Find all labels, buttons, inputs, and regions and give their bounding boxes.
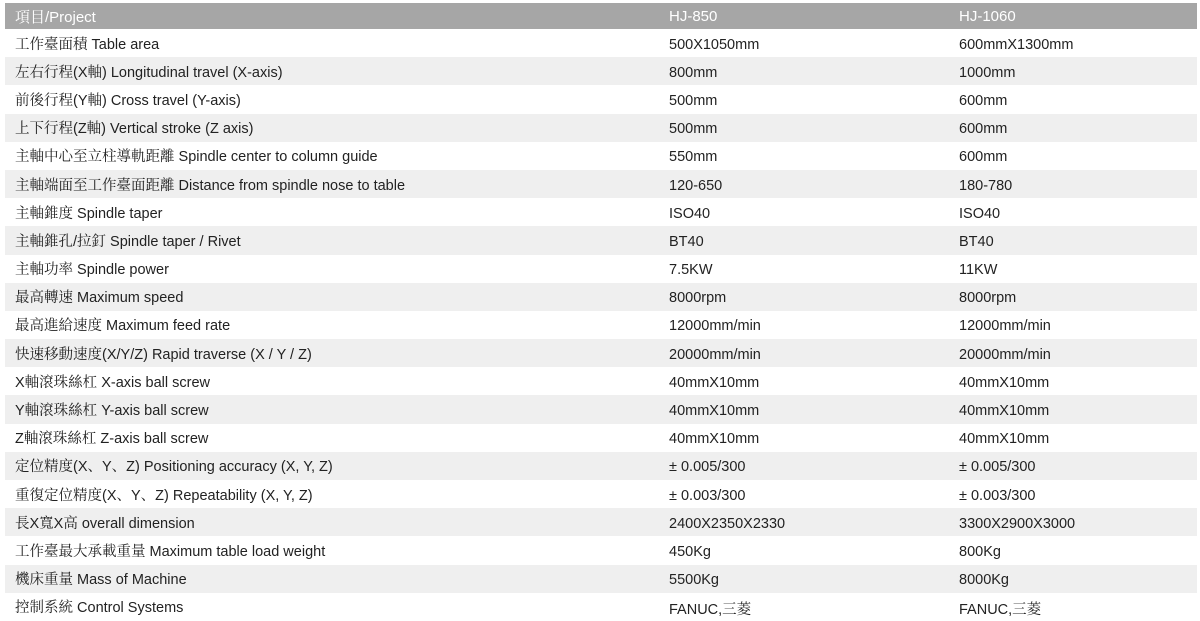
row-value-model-b: 8000Kg: [959, 572, 1009, 589]
row-label: X軸滾珠絲杠 X-axis ball screw: [15, 374, 210, 391]
row-value-model-a: FANUC,三菱: [669, 601, 752, 618]
header-project: 項目/Project: [15, 8, 96, 26]
row-value-model-a: 120-650: [669, 177, 723, 194]
row-value-model-a: 2400X2350X2330: [669, 515, 786, 532]
row-label: 定位精度(X、Y、Z) Positioning accuracy (X, Y, Z): [15, 459, 333, 476]
row-label: 最高進給速度 Maximum feed rate: [15, 318, 231, 335]
table-row: [5, 565, 1197, 593]
row-value-model-a: BT40: [669, 233, 704, 250]
row-value-model-b: FANUC,三菱: [959, 601, 1042, 618]
table-row: [5, 198, 1197, 226]
row-label: 主軸錐孔/拉釘 Spindle taper / Rivet: [15, 233, 241, 250]
row-label: 最高轉速 Maximum speed: [15, 290, 184, 307]
row-value-model-b: 3300X2900X3000: [959, 515, 1076, 532]
row-value-model-a: ISO40: [669, 205, 711, 222]
row-label: 重復定位精度(X、Y、Z) Repeatability (X, Y, Z): [15, 487, 313, 504]
row-label: 上下行程(Z軸) Vertical stroke (Z axis): [15, 121, 254, 138]
row-value-model-b: 8000rpm: [959, 290, 1017, 307]
table-row: [5, 452, 1197, 480]
table-body: [5, 29, 1197, 621]
table-row: [5, 593, 1197, 621]
row-value-model-a: 40mmX10mm: [669, 403, 760, 420]
row-label: 左右行程(X軸) Longitudinal travel (X-axis): [15, 64, 283, 81]
row-value-model-b: 40mmX10mm: [959, 431, 1050, 448]
row-label: 主軸錐度 Spindle taper: [15, 205, 163, 222]
row-value-model-a: 7.5KW: [669, 262, 713, 279]
row-value-model-b: 800Kg: [959, 543, 1001, 560]
row-label: Z軸滾珠絲杠 Z-axis ball screw: [15, 431, 209, 448]
table-row: [5, 85, 1197, 113]
row-label: 控制系統 Control Systems: [15, 600, 184, 617]
row-value-model-b: 600mm: [959, 149, 1008, 166]
row-label: 工作臺最大承載重量 Maximum table load weight: [15, 543, 326, 560]
table-row: [5, 367, 1197, 395]
table-row: [5, 536, 1197, 564]
row-label: 快速移動速度(X/Y/Z) Rapid traverse (X / Y / Z): [15, 346, 312, 363]
table-row: [5, 57, 1197, 85]
row-value-model-b: 180-780: [959, 177, 1013, 194]
row-value-model-a: 8000rpm: [669, 290, 727, 307]
row-label: Y軸滾珠絲杠 Y-axis ball screw: [15, 403, 209, 420]
row-label: 機床重量 Mass of Machine: [15, 572, 187, 589]
table-row: [5, 311, 1197, 339]
table-row: [5, 255, 1197, 283]
row-label: 主軸端面至工作臺面距離 Distance from spindle nose to table: [15, 177, 406, 194]
table-row: [5, 395, 1197, 423]
row-label: 主軸中心至立柱導軌距離 Spindle center to column guide: [15, 149, 378, 166]
row-value-model-b: 600mmX1300mm: [959, 36, 1074, 53]
spec-table: [5, 3, 1197, 621]
table-row: [5, 283, 1197, 311]
row-value-model-a: 500mm: [669, 121, 718, 138]
row-value-model-a: 500X1050mm: [669, 36, 760, 53]
row-value-model-a: ± 0.005/300: [669, 459, 746, 476]
row-value-model-a: 550mm: [669, 149, 718, 166]
row-value-model-a: 20000mm/min: [669, 346, 761, 363]
table-row: [5, 142, 1197, 170]
row-value-model-b: BT40: [959, 233, 994, 250]
row-label: 前後行程(Y軸) Cross travel (Y-axis): [15, 92, 241, 109]
table-row: [5, 424, 1197, 452]
row-value-model-b: 12000mm/min: [959, 318, 1051, 335]
row-value-model-b: ± 0.005/300: [959, 459, 1036, 476]
row-value-model-b: 600mm: [959, 121, 1008, 138]
row-value-model-a: 450Kg: [669, 543, 711, 560]
row-value-model-a: 5500Kg: [669, 572, 719, 589]
table-row: [5, 226, 1197, 254]
row-value-model-b: 11KW: [959, 262, 998, 279]
row-value-model-b: ± 0.003/300: [959, 487, 1036, 504]
row-value-model-a: 12000mm/min: [669, 318, 761, 335]
table-row: [5, 339, 1197, 367]
table-row: [5, 508, 1197, 536]
row-value-model-a: 500mm: [669, 92, 718, 109]
table-row: [5, 114, 1197, 142]
row-value-model-b: ISO40: [959, 205, 1001, 222]
row-value-model-a: ± 0.003/300: [669, 487, 746, 504]
table-row: [5, 480, 1197, 508]
header-model-b: HJ-1060: [959, 7, 1016, 25]
row-value-model-b: 40mmX10mm: [959, 374, 1050, 391]
table-row: [5, 170, 1197, 198]
row-label: 主軸功率 Spindle power: [15, 262, 169, 279]
row-value-model-a: 40mmX10mm: [669, 374, 760, 391]
row-value-model-a: 40mmX10mm: [669, 431, 760, 448]
row-value-model-b: 20000mm/min: [959, 346, 1051, 363]
row-value-model-a: 800mm: [669, 64, 718, 81]
row-value-model-b: 1000mm: [959, 64, 1016, 81]
row-label: 工作臺面積 Table area: [15, 36, 160, 53]
row-value-model-b: 600mm: [959, 92, 1008, 109]
row-label: 長X寬X高 overall dimension: [15, 515, 195, 532]
row-value-model-b: 40mmX10mm: [959, 403, 1050, 420]
header-model-a: HJ-850: [669, 7, 718, 25]
table-row: [5, 29, 1197, 57]
table-header: [5, 3, 1197, 29]
